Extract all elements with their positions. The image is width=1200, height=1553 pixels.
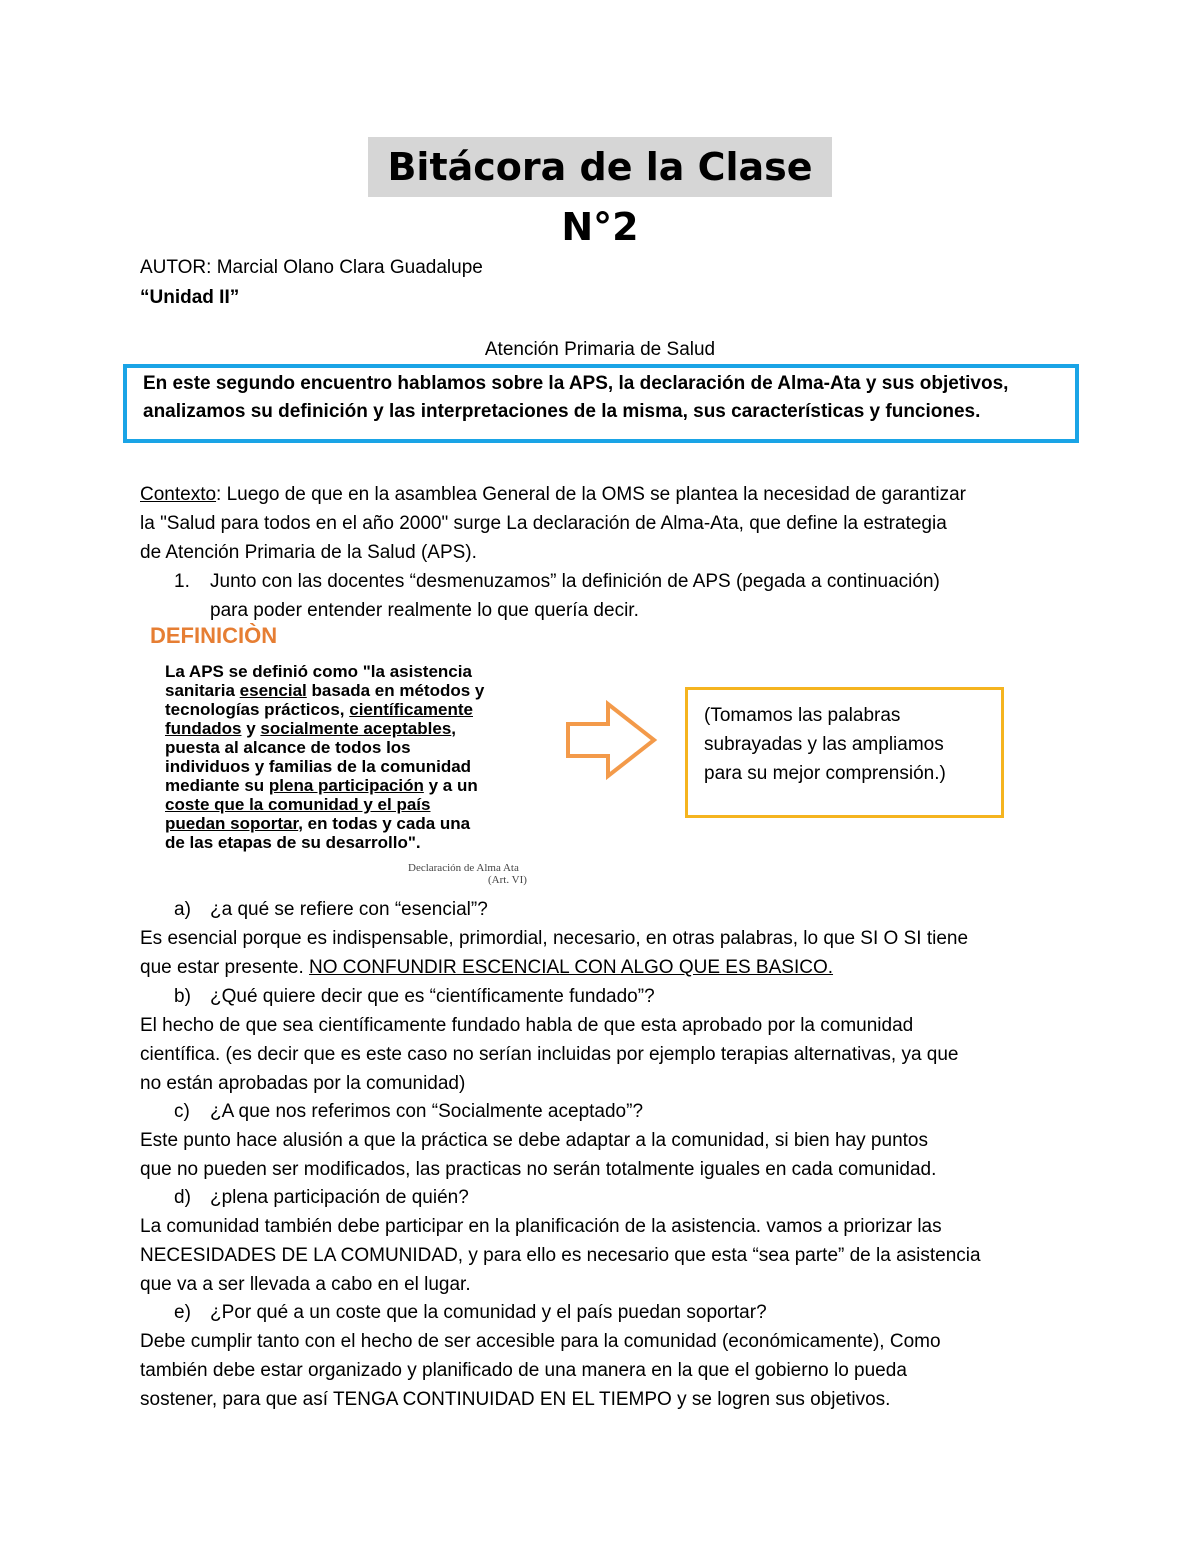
context-label: Contexto bbox=[140, 484, 217, 505]
answer-line: Este punto hace alusión a que la práctica se debe adaptar a la comunidad, si bien hay puntos bbox=[140, 1130, 928, 1151]
note-line: (Tomamos las palabras bbox=[704, 705, 901, 726]
answer-line: no están aprobadas por la comunidad) bbox=[140, 1073, 466, 1094]
answer-line: Es esencial porque es indispensable, primordial, necesario, en otras palabras, lo que SI O SI tiene bbox=[140, 928, 969, 949]
note-line: para su mejor comprensión.) bbox=[704, 763, 946, 784]
summary-line: analizamos su definición y las interpretaciones de la misma, sus características y funciones. bbox=[143, 401, 981, 422]
context-paragraph-line: de Atención Primaria de la Salud (APS). bbox=[140, 542, 477, 563]
list-item-text: para poder entender realmente lo que quería decir. bbox=[210, 600, 639, 621]
question-text: ¿plena participación de quién? bbox=[210, 1187, 469, 1208]
answer-line: que estar presente. NO CONFUNDIR ESCENCIAL CON ALGO QUE ES BASICO. bbox=[140, 957, 834, 978]
answer-line: La comunidad también debe participar en la planificación de la asistencia. vamos a priorizar las bbox=[140, 1216, 942, 1237]
context-paragraph-line: la "Salud para todos en el año 2000" surge La declaración de Alma-Ata, que define la estrategia bbox=[140, 513, 947, 534]
definition-line: mediante su plena participación y a un bbox=[165, 776, 478, 795]
question-text: ¿Por qué a un coste que la comunidad y el país puedan soportar? bbox=[210, 1302, 767, 1323]
question-label: e) bbox=[174, 1302, 191, 1323]
question-label: d) bbox=[174, 1187, 191, 1208]
definition-line: tecnologías prácticos, científicamente bbox=[165, 700, 473, 719]
topic-heading: Atención Primaria de Salud bbox=[484, 339, 716, 360]
definition-line: sanitaria esencial basada en métodos y bbox=[165, 681, 485, 700]
summary-box bbox=[123, 364, 1079, 443]
answer-line: Debe cumplir tanto con el hecho de ser accesible para la comunidad (económicamente), Como bbox=[140, 1331, 941, 1352]
list-number: 1. bbox=[174, 571, 190, 592]
question-text: ¿Qué quiere decir que es “científicamente fundado”? bbox=[210, 986, 655, 1007]
list-item-text: Junto con las docentes “desmenuzamos” la definición de APS (pegada a continuación) bbox=[210, 571, 940, 592]
answer-line: NECESIDADES DE LA COMUNIDAD, y para ello es necesario que esta “sea parte” de la asistencia bbox=[140, 1245, 981, 1266]
definition-line: puedan soportar, en todas y cada una bbox=[165, 814, 471, 833]
right-arrow-icon bbox=[560, 700, 660, 780]
definition-line: puesta al alcance de todos los bbox=[165, 738, 411, 757]
question-label: b) bbox=[174, 986, 191, 1007]
question-text: ¿a qué se refiere con “esencial”? bbox=[210, 899, 488, 920]
answer-line: científica. (es decir que es este caso no serían incluidas por ejemplo terapias alternativas, ya que bbox=[140, 1044, 959, 1065]
answer-line: El hecho de que sea científicamente fundado habla de que esta aprobado por la comunidad bbox=[140, 1015, 914, 1036]
unit-label: “Unidad II” bbox=[140, 287, 240, 308]
citation-article: (Art. VI) bbox=[488, 874, 527, 886]
context-paragraph-line bbox=[140, 480, 966, 509]
answer-line: que no pueden ser modificados, las practicas no serán totalmente iguales en cada comunidad. bbox=[140, 1159, 937, 1180]
definition-heading: DEFINICIÒN bbox=[150, 623, 278, 648]
definition-line: de las etapas de su desarrollo". bbox=[165, 833, 421, 852]
title-highlight bbox=[368, 137, 832, 249]
context-text: : Luego de que en la asamblea General de la OMS se plantea la necesidad de garantizar bbox=[216, 484, 966, 505]
question-label: a) bbox=[174, 899, 191, 920]
answer-emphasis: NO CONFUNDIR ESCENCIAL CON ALGO QUE ES BASICO. bbox=[309, 957, 834, 978]
citation-source: Declaración de Alma Ata bbox=[408, 862, 519, 874]
answer-line: sostener, para que así TENGA CONTINUIDAD EN EL TIEMPO y se logren sus objetivos. bbox=[140, 1389, 891, 1410]
summary-line: En este segundo encuentro hablamos sobre la APS, la declaración de Alma-Ata y sus objetivos, bbox=[143, 373, 1009, 394]
definition-line: coste que la comunidad y el país bbox=[165, 795, 431, 814]
definition-line: La APS se definió como "la asistencia bbox=[165, 662, 472, 681]
author-line: AUTOR: Marcial Olano Clara Guadalupe bbox=[140, 257, 483, 278]
answer-line: que va a ser llevada a cabo en el lugar. bbox=[140, 1274, 471, 1295]
question-label: c) bbox=[174, 1101, 190, 1122]
definition-line: individuos y familias de la comunidad bbox=[165, 757, 472, 776]
question-text: ¿A que nos referimos con “Socialmente aceptado”? bbox=[210, 1101, 644, 1122]
note-box bbox=[685, 687, 1004, 818]
definition-line: fundados y socialmente aceptables, bbox=[165, 719, 457, 738]
answer-line: también debe estar organizado y planificado de una manera en la que el gobierno lo pueda bbox=[140, 1360, 907, 1381]
note-line: subrayadas y las ampliamos bbox=[704, 734, 944, 755]
page-title: Bitácora de la Clase N°2 bbox=[387, 145, 813, 249]
